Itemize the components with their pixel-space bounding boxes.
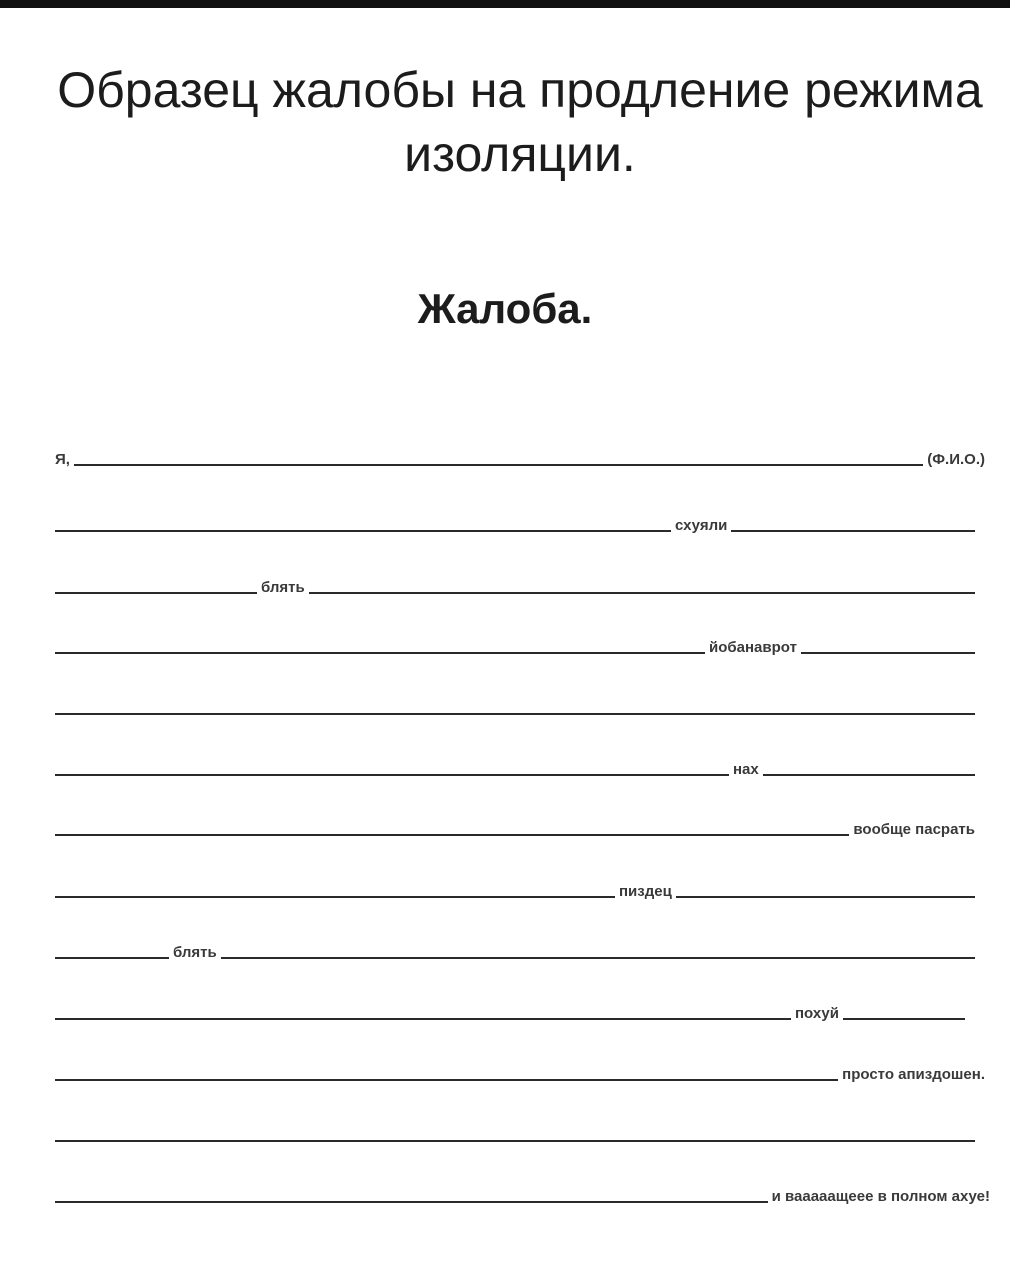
form-line-9 [55,941,975,963]
blank-line[interactable] [309,592,975,594]
page-title: Образец жалобы на продление режима изоляции. [57,62,983,182]
blank-line[interactable] [55,713,975,715]
form-word: схуяли [675,517,728,534]
form-word: похуй [795,1005,839,1022]
form-word: йобанаврот [709,639,797,656]
blank-line[interactable] [55,1140,975,1142]
blank-line[interactable] [55,592,257,594]
blank-line[interactable] [55,652,705,654]
form-line-5 [55,697,975,719]
form-line-fio [55,448,985,470]
blank-line[interactable] [55,1201,768,1203]
top-border [0,0,1010,8]
form-word: нах [733,761,759,778]
blank-line[interactable] [55,1018,791,1020]
complaint-heading: Жалоба. [417,285,593,332]
form-line-10 [55,1002,965,1024]
form-line-7 [55,818,975,840]
fio-label: (Ф.И.О.) [927,451,985,468]
fio-input-line[interactable] [74,464,923,466]
form-line-11 [55,1063,985,1085]
form-line-4 [55,636,975,658]
form-word: пиздец [619,883,672,900]
form-word: вообще пасрать [853,821,975,838]
blank-line[interactable] [763,774,975,776]
form-line-2 [55,514,975,536]
form-word: блять [173,944,217,961]
blank-line[interactable] [843,1018,965,1020]
blank-line[interactable] [731,530,975,532]
blank-line[interactable] [55,957,169,959]
blank-line[interactable] [55,896,615,898]
form-line-8 [55,880,975,902]
blank-line[interactable] [55,1079,838,1081]
blank-line[interactable] [676,896,975,898]
blank-line[interactable] [801,652,975,654]
form-line-12 [55,1124,975,1146]
form-line-13 [55,1185,990,1207]
blank-line[interactable] [55,530,671,532]
blank-line[interactable] [221,957,975,959]
form-line-6 [55,758,975,780]
fio-prefix: Я, [55,451,70,468]
form-word: просто апиздошен. [842,1066,985,1083]
blank-line[interactable] [55,834,849,836]
form-word: блять [261,579,305,596]
form-line-3 [55,576,975,598]
form-word: и вааааащеее в полном ахуе! [771,1188,990,1205]
blank-line[interactable] [55,774,729,776]
